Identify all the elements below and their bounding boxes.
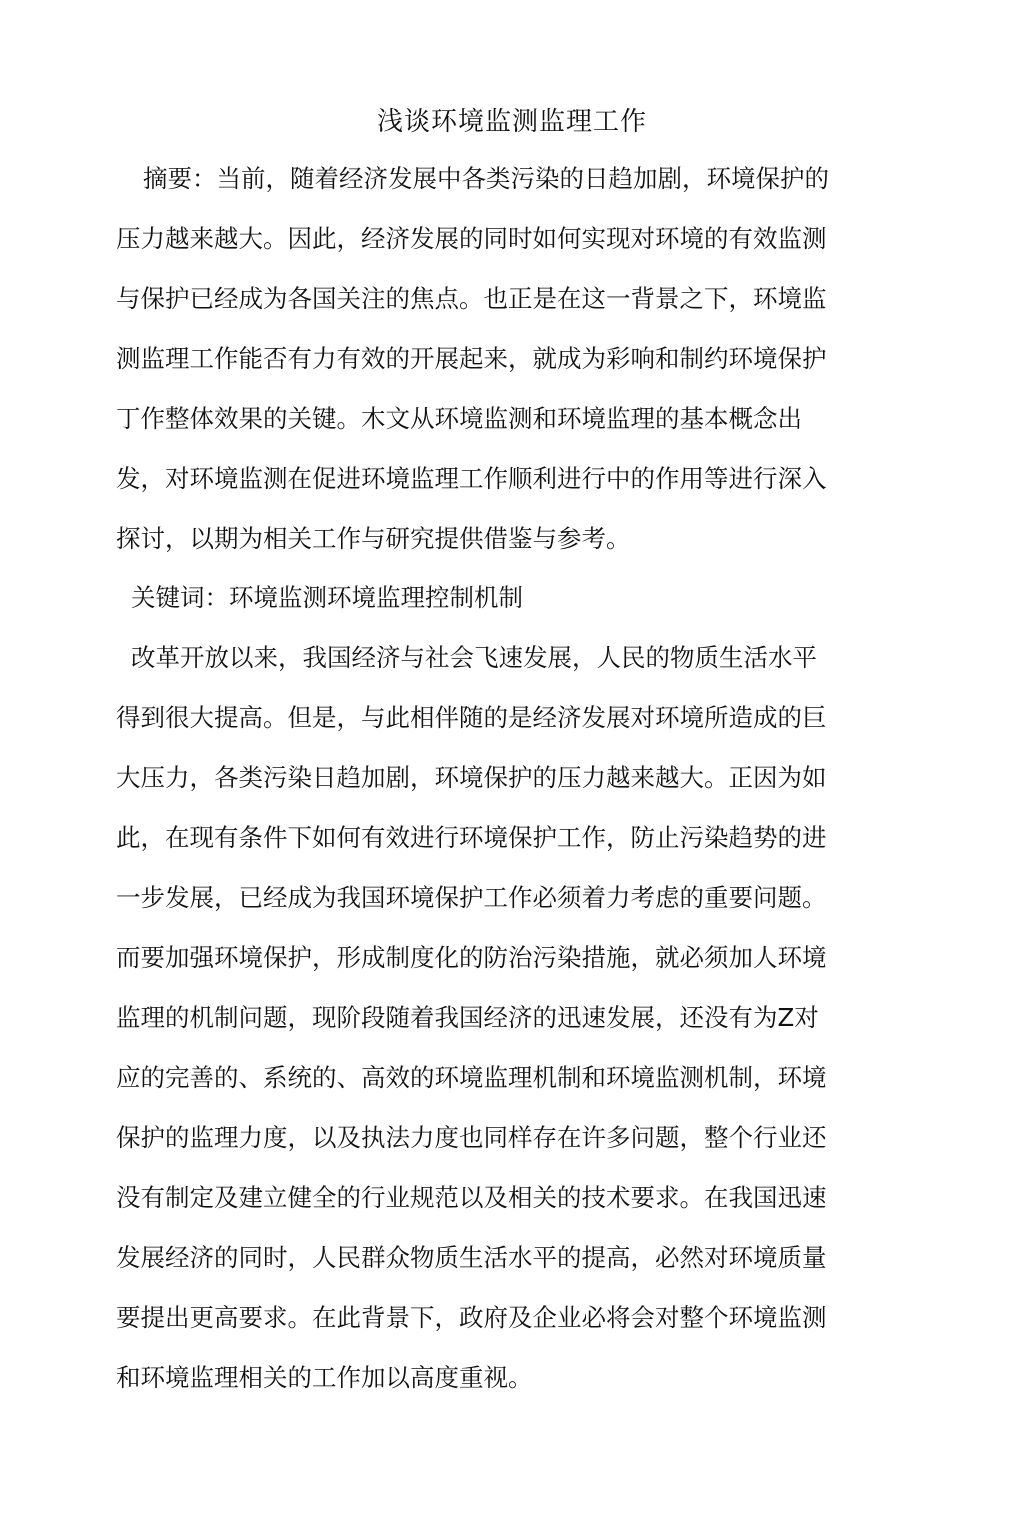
body-line-6: 而要加强环境保护，形成制度化的防治污染措施，就必须加人环境 — [116, 943, 827, 972]
body-line-11: 发展经济的同时，人民群众物质生活水平的提高，必然对环境质量 — [116, 1243, 827, 1272]
body-line-4: 此，在现有条件下如何有效进行环境保护工作，防止污染趋势的进 — [116, 823, 827, 852]
abstract-line-5: 丁作整体效果的关键。木文从环境监测和环境监理的基本概念出 — [116, 404, 802, 433]
body-line-2: 得到很大提高。但是，与此相伴随的是经济发展对环境所造成的巨 — [116, 703, 827, 732]
abstract-line-3: 与保护已经成为各国关注的焦点。也正是在这一背景之下，环境监 — [116, 284, 827, 313]
abstract-line-2: 压力越来越大。因此，经济发展的同时如何实现对环境的有效监测 — [116, 224, 827, 253]
document-title: 浅谈环境监测监理工作 — [376, 107, 647, 137]
body-line-1: 改革开放以来，我国经济与社会飞速发展，人民的物质生活水平 — [131, 643, 817, 672]
body-line-3: 大压力，各类污染日趋加剧，环境保护的压力越来越大。正因为如 — [116, 763, 827, 792]
abstract-line-6: 发，对环境监测在促进环境监理工作顺利进行中的作用等进行深入 — [116, 464, 827, 493]
body-line-12: 要提出更高要求。在此背景下，政府及企业必将会对整个环境监测 — [116, 1303, 827, 1332]
keywords-line: 关键词：环境监测环境监理控制机制 — [131, 583, 523, 612]
abstract-line-7: 探讨，以期为相关工作与研究提供借鉴与参考。 — [116, 524, 631, 553]
body-line-10: 没有制定及建立健全的行业规范以及相关的技术要求。在我国迅速 — [116, 1183, 827, 1212]
body-line-5: 一步发展，已经成为我国环境保护工作必须着力考虑的重要问题。 — [116, 883, 827, 912]
abstract-line-4: 测监理工作能否有力有效的开展起来，就成为彩响和制约环境保护 — [116, 344, 827, 373]
body-line-7: 监理的机制问题，现阶段随着我国经济的迅速发展，还没有为Z对 — [116, 1003, 819, 1032]
body-line-13: 和环境监理相关的工作加以高度重视。 — [116, 1363, 533, 1392]
body-line-9: 保护的监理力度，以及执法力度也同样存在许多问题，整个行业还 — [116, 1123, 827, 1152]
abstract-line-1: 摘要：当前，随着经济发展中各类污染的日趋加剧，环境保护的 — [143, 164, 829, 193]
body-line-8: 应的完善的、系统的、高效的环境监理机制和环境监测机制，环境 — [116, 1063, 827, 1092]
